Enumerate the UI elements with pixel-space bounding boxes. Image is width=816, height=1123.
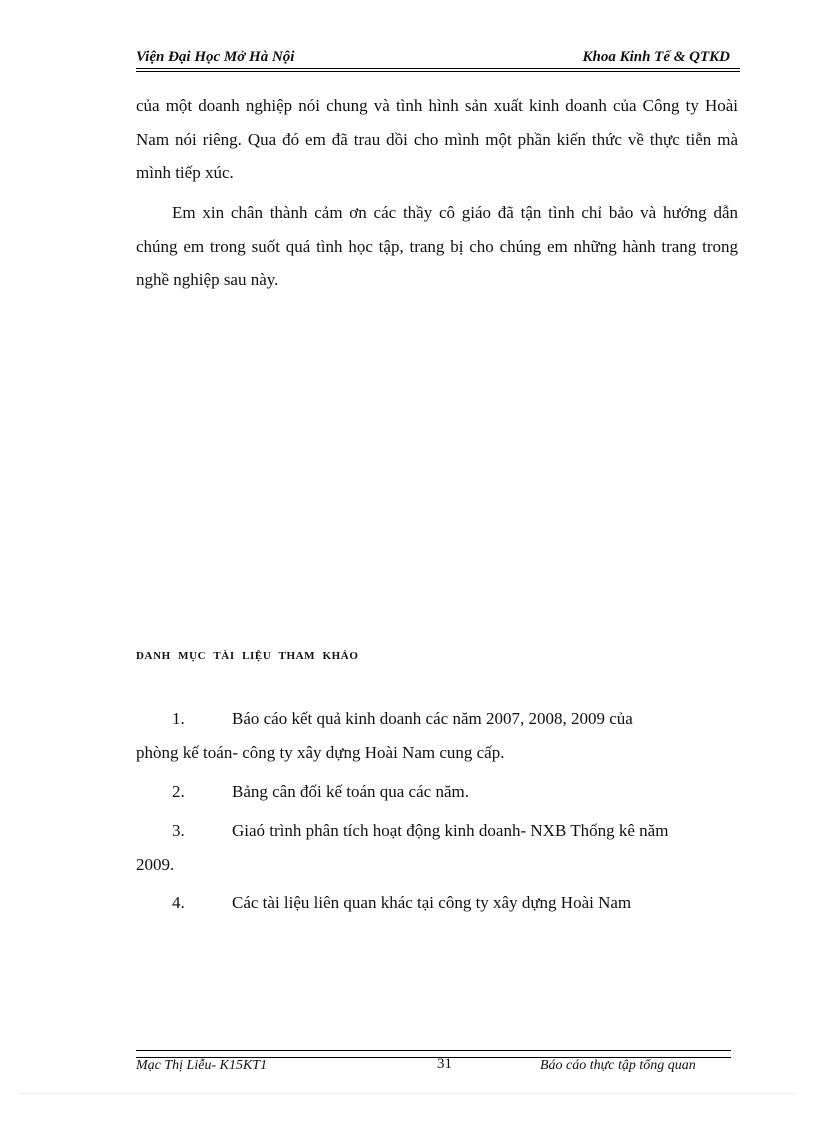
- header-faculty: Khoa Kinh Tế & QTKD: [582, 49, 730, 65]
- reference-number: 1.: [172, 709, 185, 728]
- reference-text: Giaó trình phân tích hoạt động kinh doanh- NXB Thống kê năm: [232, 821, 669, 840]
- body-paragraph-2: Em xin chân thành cảm ơn các thầy cô giáo đã tận tình chỉ bảo và hướng dẫn chúng em trong suốt quá tình học tập, trang bị cho chúng em những hành trang trong nghề nghiệp sau này.: [136, 203, 738, 289]
- references-title: DANH MỤC TÀI LIỆU THAM KHẢO: [136, 650, 359, 662]
- footer-rule: [136, 1050, 731, 1058]
- page-bottom-divider: [20, 1093, 796, 1094]
- reference-text: Các tài liệu liên quan khác tại công ty xây dựng Hoài Nam: [232, 893, 632, 912]
- page-number: 31: [437, 1056, 452, 1072]
- reference-item-2: [136, 775, 740, 809]
- footer-report-title: Báo cáo thực tập tổng quan: [540, 1058, 696, 1073]
- footer-author: Mạc Thị Liễu- K15KT1: [136, 1058, 268, 1073]
- reference-number: 2.: [172, 782, 185, 801]
- reference-text-continued: 2009.: [136, 855, 175, 874]
- reference-number: 3.: [172, 821, 185, 840]
- reference-text: Bảng cân đối kế toán qua các năm.: [232, 782, 469, 801]
- body-paragraph-1: của một doanh nghiệp nói chung và tình hình sản xuất kinh doanh của Công ty Hoài Nam nói riêng. Qua đó em đã trau dồi cho mình một phần kiến thức về thực tiễn mà mình tiếp xúc.: [136, 96, 738, 182]
- reference-text-continued: phòng kế toán- công ty xây dựng Hoài Nam cung cấp.: [136, 743, 505, 762]
- reference-item-3: [136, 814, 740, 882]
- reference-number: 4.: [172, 893, 185, 912]
- header-institution: Viện Đại Học Mở Hà Nội: [136, 49, 295, 65]
- reference-item-4: [136, 886, 740, 920]
- page-header: [136, 48, 740, 69]
- reference-item-1: [136, 702, 740, 770]
- reference-text: Báo cáo kết quả kinh doanh các năm 2007, 2008, 2009 của: [232, 709, 633, 728]
